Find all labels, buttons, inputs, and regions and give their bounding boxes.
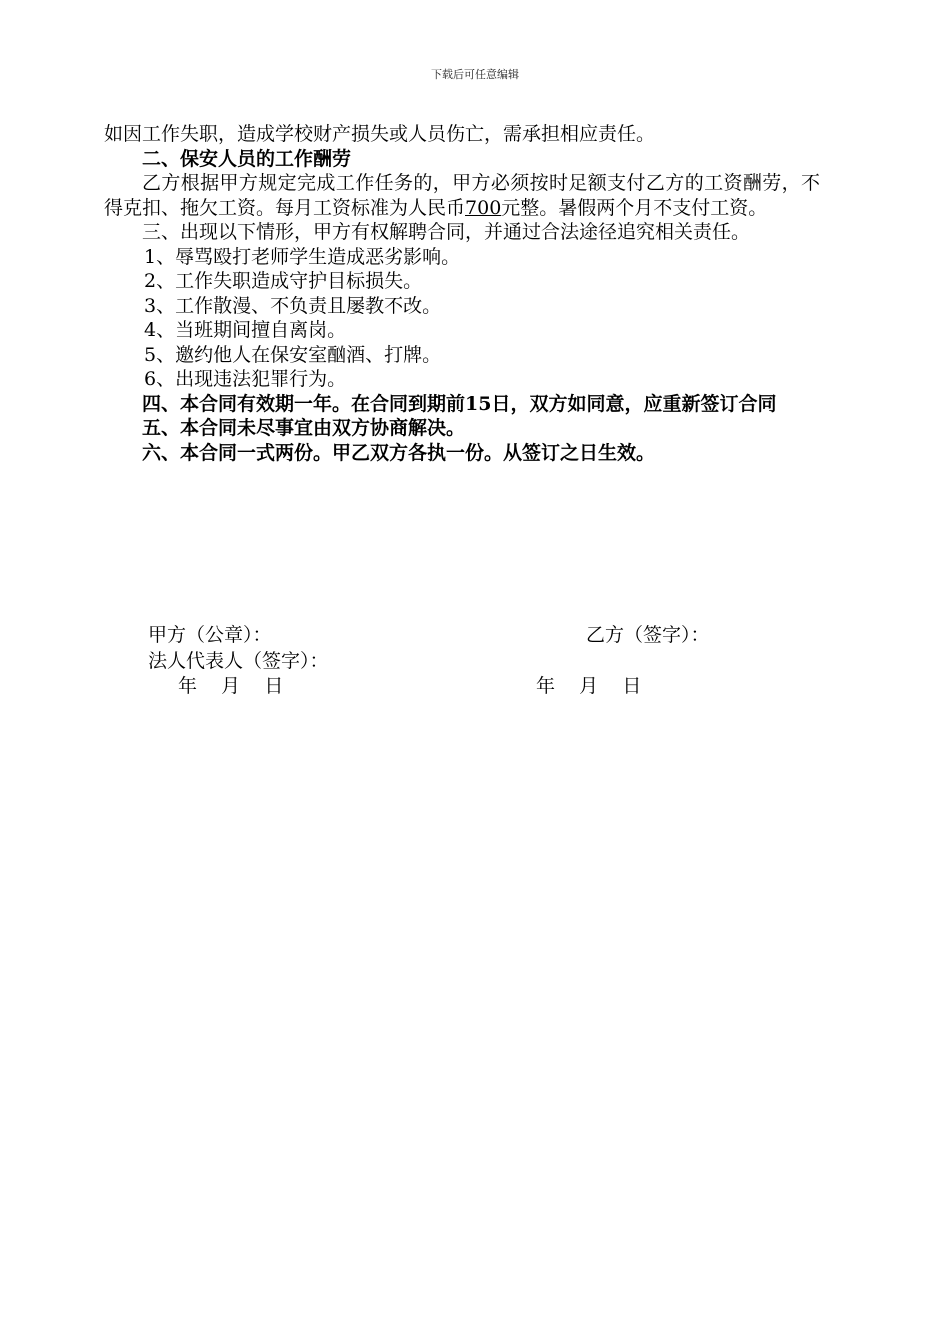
contract-body <box>104 122 820 465</box>
paragraph-validity: 四、本合同有效期一年。在合同到期前15日，双方如同意，应重新签订合同 <box>142 392 777 415</box>
list-item: 2、工作失职造成守护目标损失。 <box>144 270 423 292</box>
paragraph-termination: 三、出现以下情形，甲方有权解聘合同，并通过合法途径追究相关责任。 <box>142 221 751 243</box>
party-a-seal-label: 甲方（公章）： <box>148 624 272 646</box>
paragraph-salary <box>104 171 820 220</box>
list-item: 5、邀约他人在保安室酗酒、打牌。 <box>144 343 442 366</box>
salary-text-b: 元整。暑假两个月不支付工资。 <box>501 196 768 219</box>
paragraph-negotiation: 五、本合同未尽事宜由双方协商解决。 <box>142 417 466 439</box>
party-a-date: 年 月 日 <box>178 675 284 697</box>
list-item: 3、工作散漫、不负责且屡教不改。 <box>144 294 442 317</box>
salary-amount: 700 <box>465 196 502 219</box>
paragraph-liability: 如因工作失职，造成学校财产损失或人员伤亡，需承担相应责任。 <box>104 123 656 145</box>
list-item: 1、辱骂殴打老师学生造成恶劣影响。 <box>144 245 461 268</box>
legal-rep-signature-label: 法人代表人（签字）： <box>148 650 329 672</box>
party-b-signature-label: 乙方（签字）： <box>586 624 710 646</box>
party-b-date: 年 月 日 <box>536 675 642 697</box>
paragraph-copies: 六、本合同一式两份。甲乙双方各执一份。从签订之日生效。 <box>142 441 656 464</box>
section-heading-remuneration: 二、保安人员的工作酬劳 <box>142 147 352 170</box>
salary-text-a: 乙方根据甲方规定完成工作任务的，甲方必须按时足额支付乙方的工资酬劳，不得克扣、拖欠工资。每月工资标准为人民币 <box>104 172 820 219</box>
list-item: 6、出现违法犯罪行为。 <box>144 368 347 390</box>
page-header-note: 下载后可任意编辑 <box>431 68 519 81</box>
list-item: 4、当班期间擅自离岗。 <box>144 319 347 341</box>
